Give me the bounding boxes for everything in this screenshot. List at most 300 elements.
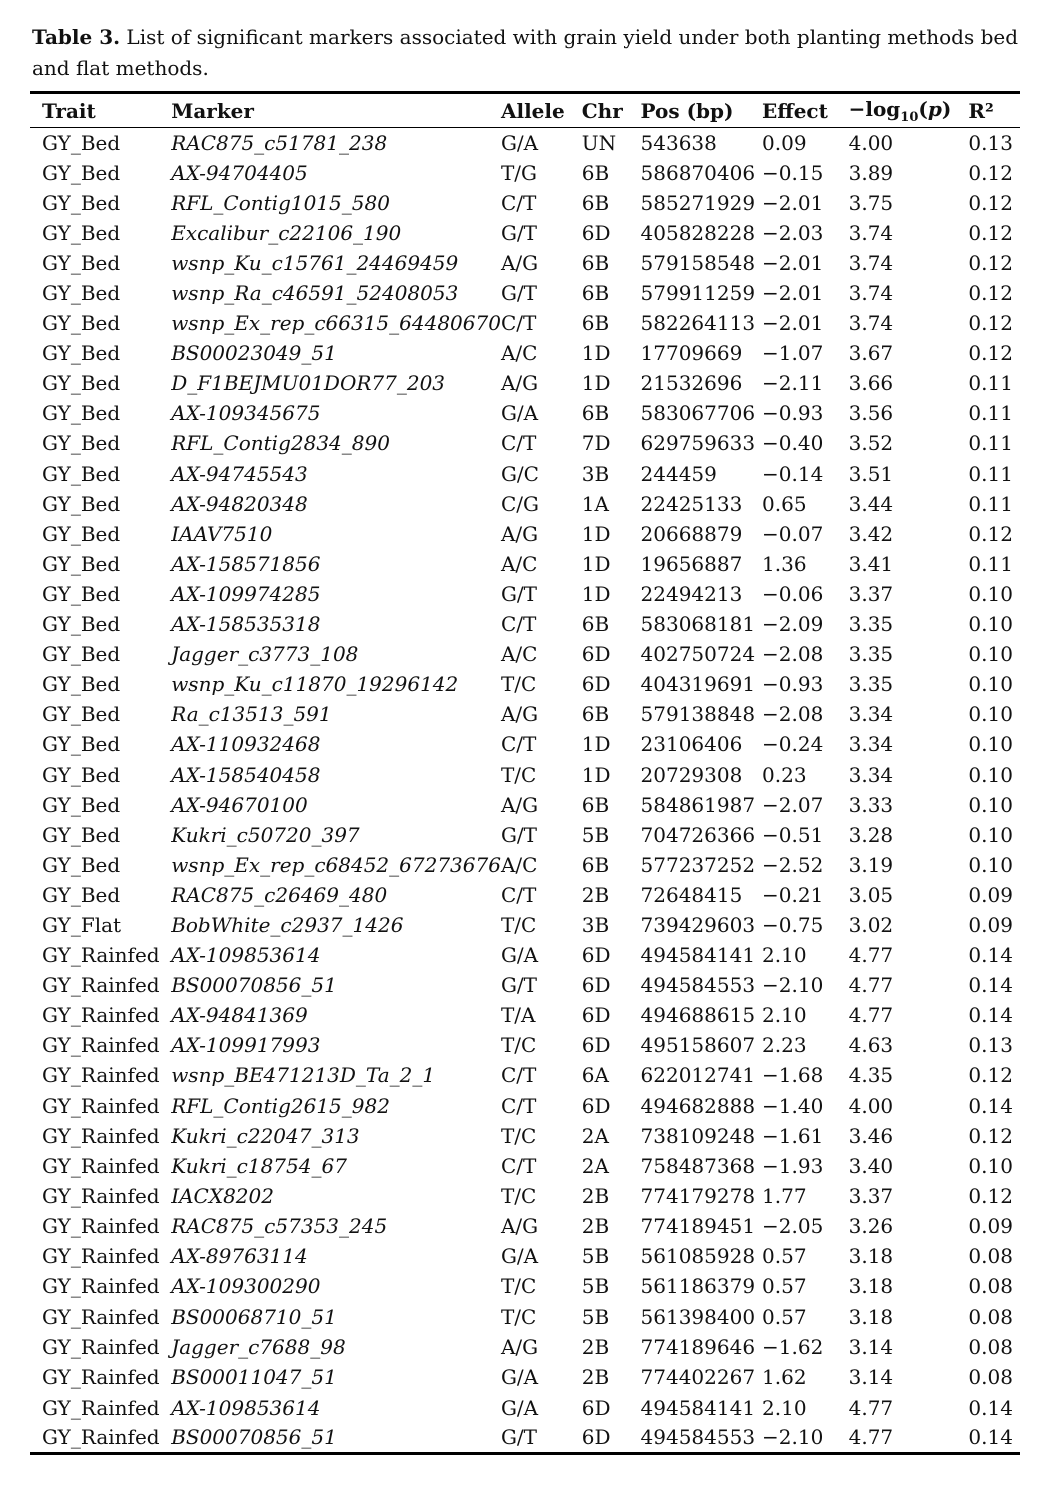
table-row	[30, 278, 1020, 308]
cell-allele: A/G	[500, 521, 539, 546]
cell-trait: GY_Bed	[42, 702, 121, 727]
cell-pos: 583068181	[640, 612, 756, 637]
header-effect: Effect	[762, 98, 828, 123]
cell-pos: 774189451	[640, 1213, 756, 1238]
cell-log-p: 3.66	[848, 371, 894, 396]
cell-chr: 1D	[581, 341, 611, 366]
table-row	[30, 188, 1020, 218]
cell-trait: GY_Rainfed	[42, 1395, 160, 1420]
cell-allele: A/G	[500, 1213, 539, 1238]
header-row	[30, 93, 1020, 128]
cell-chr: 6B	[581, 281, 610, 306]
cell-chr: 2A	[581, 1123, 609, 1148]
table-row	[30, 428, 1020, 458]
cell-marker: AX-109974285	[171, 581, 321, 606]
cell-r2: 0.12	[968, 281, 1013, 306]
cell-allele: C/T	[500, 1153, 537, 1178]
cell-allele: G/A	[500, 1244, 539, 1269]
cell-allele: G/T	[500, 822, 538, 847]
header-chr: Chr	[581, 98, 623, 123]
cell-marker: wsnp_Ku_c11870_19296142	[171, 672, 459, 697]
cell-log-p: 4.77	[848, 973, 894, 998]
cell-pos: 494584553	[640, 973, 756, 998]
cell-pos: 758487368	[640, 1153, 756, 1178]
cell-trait: GY_Rainfed	[42, 973, 160, 998]
cell-marker: Kukri_c22047_313	[171, 1123, 360, 1148]
cell-trait: GY_Rainfed	[42, 1335, 160, 1360]
cell-effect: 2.10	[762, 943, 807, 968]
cell-marker: AX-94820348	[171, 491, 308, 516]
cell-allele: C/T	[500, 1093, 537, 1118]
cell-pos: 585271929	[640, 190, 756, 215]
cell-log-p: 3.18	[848, 1274, 894, 1299]
table-row	[30, 1362, 1020, 1392]
cell-pos: 583067706	[640, 401, 756, 426]
cell-marker: AX-158571856	[171, 551, 321, 576]
cell-r2: 0.08	[968, 1244, 1013, 1269]
table-row	[30, 1181, 1020, 1211]
cell-log-p: 3.26	[848, 1213, 894, 1238]
cell-allele: T/C	[500, 1033, 537, 1058]
cell-marker: AX-109300290	[171, 1274, 321, 1299]
cell-log-p: 3.18	[848, 1304, 894, 1329]
cell-chr: 6D	[581, 672, 611, 697]
cell-log-p: 3.35	[848, 672, 894, 697]
cell-effect: −1.40	[762, 1093, 824, 1118]
cell-r2: 0.14	[968, 1395, 1013, 1420]
cell-r2: 0.12	[968, 160, 1013, 185]
cell-chr: 6D	[581, 220, 611, 245]
cell-allele: G/A	[500, 1365, 539, 1390]
cell-chr: 6B	[581, 401, 610, 426]
cell-r2: 0.10	[968, 672, 1013, 697]
cell-chr: 1D	[581, 762, 611, 787]
cell-effect: 2.23	[762, 1033, 807, 1058]
table-row	[30, 1211, 1020, 1241]
cell-allele: C/T	[500, 190, 537, 215]
cell-effect: −1.68	[762, 1063, 824, 1088]
cell-allele: G/T	[500, 1425, 538, 1450]
cell-chr: 6D	[581, 1425, 611, 1450]
cell-marker: wsnp_Ku_c15761_24469459	[171, 250, 459, 275]
cell-marker: wsnp_Ex_rep_c66315_64480670	[171, 311, 501, 336]
cell-pos: 20668879	[640, 521, 743, 546]
header-log-p-symbol: p	[927, 96, 942, 121]
cell-log-p: 3.51	[848, 461, 894, 486]
table-caption	[32, 22, 1032, 84]
table-header	[30, 93, 1020, 128]
table-row	[30, 759, 1020, 789]
cell-pos: 543638	[640, 130, 717, 155]
cell-allele: T/G	[500, 160, 538, 185]
table-row	[30, 1393, 1020, 1423]
cell-effect: −2.07	[762, 792, 824, 817]
cell-r2: 0.08	[968, 1335, 1013, 1360]
cell-r2: 0.12	[968, 250, 1013, 275]
cell-effect: −0.21	[762, 882, 824, 907]
cell-r2: 0.11	[968, 431, 1013, 456]
cell-allele: A/C	[500, 551, 538, 576]
cell-effect: −2.08	[762, 642, 824, 667]
cell-chr: 6D	[581, 973, 611, 998]
cell-pos: 738109248	[640, 1123, 756, 1148]
cell-effect: −0.93	[762, 672, 824, 697]
cell-r2: 0.14	[968, 1003, 1013, 1028]
cell-chr: 5B	[581, 1274, 610, 1299]
cell-effect: −2.08	[762, 702, 824, 727]
cell-r2: 0.10	[968, 792, 1013, 817]
table-body	[30, 128, 1020, 1454]
cell-log-p: 3.35	[848, 612, 894, 637]
table-row	[30, 880, 1020, 910]
cell-chr: 6A	[581, 1063, 609, 1088]
cell-trait: GY_Bed	[42, 281, 121, 306]
cell-trait: GY_Bed	[42, 160, 121, 185]
cell-marker: wsnp_Ex_rep_c68452_67273676	[171, 852, 501, 877]
cell-pos: 20729308	[640, 762, 743, 787]
cell-log-p: 3.14	[848, 1335, 894, 1360]
cell-chr: 1D	[581, 521, 611, 546]
cell-effect: −2.09	[762, 612, 824, 637]
cell-log-p: 4.00	[848, 1093, 894, 1118]
cell-r2: 0.10	[968, 762, 1013, 787]
cell-pos: 22425133	[640, 491, 743, 516]
cell-effect: −0.75	[762, 912, 824, 937]
cell-pos: 244459	[640, 461, 717, 486]
cell-allele: A/G	[500, 250, 539, 275]
cell-pos: 494688615	[640, 1003, 756, 1028]
cell-trait: GY_Rainfed	[42, 1213, 160, 1238]
cell-log-p: 3.37	[848, 581, 894, 606]
header-log-p	[849, 93, 969, 128]
cell-allele: C/T	[500, 612, 537, 637]
cell-allele: A/C	[500, 852, 538, 877]
header-trait: Trait	[42, 98, 96, 123]
cell-chr: 6B	[581, 702, 610, 727]
cell-marker: Jagger_c3773_108	[171, 642, 359, 667]
cell-pos: 19656887	[640, 551, 743, 576]
cell-marker: AX-110932468	[171, 732, 321, 757]
cell-log-p: 4.77	[848, 1003, 894, 1028]
cell-log-p: 3.34	[848, 762, 894, 787]
cell-trait: GY_Bed	[42, 581, 121, 606]
cell-chr: 1D	[581, 732, 611, 757]
cell-trait: GY_Rainfed	[42, 1003, 160, 1028]
cell-pos: 774402267	[640, 1365, 756, 1390]
cell-chr: 6B	[581, 852, 610, 877]
cell-pos: 23106406	[640, 732, 743, 757]
cell-effect: −2.01	[762, 190, 824, 215]
cell-effect: −0.40	[762, 431, 824, 456]
cell-trait: GY_Bed	[42, 220, 121, 245]
cell-log-p: 3.02	[848, 912, 894, 937]
cell-effect: −2.10	[762, 973, 824, 998]
table-row	[30, 1030, 1020, 1060]
cell-log-p: 3.74	[848, 311, 894, 336]
cell-trait: GY_Bed	[42, 672, 121, 697]
cell-pos: 494682888	[640, 1093, 756, 1118]
cell-trait: GY_Rainfed	[42, 1304, 160, 1329]
table-row	[30, 820, 1020, 850]
cell-allele: A/G	[500, 371, 539, 396]
cell-r2: 0.11	[968, 491, 1013, 516]
table-row	[30, 1060, 1020, 1090]
header-log-prefix: −log	[848, 96, 901, 121]
cell-trait: GY_Bed	[42, 190, 121, 215]
header-marker: Marker	[171, 98, 254, 123]
table-row	[30, 308, 1020, 338]
cell-log-p: 3.05	[848, 882, 894, 907]
cell-chr: 6D	[581, 642, 611, 667]
cell-effect: 0.57	[762, 1244, 807, 1269]
cell-pos: 72648415	[640, 882, 743, 907]
cell-trait: GY_Bed	[42, 311, 121, 336]
cell-chr: 1D	[581, 581, 611, 606]
cell-r2: 0.12	[968, 220, 1013, 245]
cell-r2: 0.10	[968, 581, 1013, 606]
cell-r2: 0.12	[968, 311, 1013, 336]
cell-marker: RAC875_c57353_245	[171, 1213, 388, 1238]
cell-trait: GY_Bed	[42, 341, 121, 366]
cell-log-p: 3.74	[848, 250, 894, 275]
cell-effect: −2.03	[762, 220, 824, 245]
cell-trait: GY_Rainfed	[42, 1274, 160, 1299]
cell-allele: A/G	[500, 702, 539, 727]
cell-trait: GY_Bed	[42, 250, 121, 275]
cell-r2: 0.12	[968, 1183, 1013, 1208]
cell-log-p: 3.74	[848, 281, 894, 306]
cell-allele: G/T	[500, 973, 538, 998]
cell-trait: GY_Bed	[42, 371, 121, 396]
table-row	[30, 128, 1020, 158]
cell-effect: 0.09	[762, 130, 807, 155]
cell-log-p: 3.18	[848, 1244, 894, 1269]
cell-marker: Kukri_c18754_67	[171, 1153, 347, 1178]
cell-chr: 6B	[581, 311, 610, 336]
cell-effect: 0.65	[762, 491, 807, 516]
cell-r2: 0.08	[968, 1304, 1013, 1329]
table-row	[30, 1091, 1020, 1121]
cell-trait: GY_Rainfed	[42, 1033, 160, 1058]
header-log-sub: 10	[900, 109, 919, 125]
cell-allele: C/T	[500, 431, 537, 456]
cell-trait: GY_Rainfed	[42, 1123, 160, 1148]
cell-effect: −1.61	[762, 1123, 824, 1148]
cell-chr: 5B	[581, 1304, 610, 1329]
cell-chr: 6D	[581, 1395, 611, 1420]
cell-log-p: 3.67	[848, 341, 894, 366]
cell-allele: T/C	[500, 1183, 537, 1208]
cell-chr: 3B	[581, 461, 610, 486]
cell-allele: A/C	[500, 341, 538, 366]
cell-trait: GY_Bed	[42, 521, 121, 546]
cell-r2: 0.09	[968, 1213, 1013, 1238]
cell-marker: AX-158535318	[171, 612, 321, 637]
cell-marker: IACX8202	[171, 1183, 274, 1208]
cell-r2: 0.11	[968, 401, 1013, 426]
cell-effect: 0.57	[762, 1304, 807, 1329]
cell-trait: GY_Bed	[42, 852, 121, 877]
cell-allele: G/A	[500, 943, 539, 968]
cell-pos: 495158607	[640, 1033, 756, 1058]
cell-trait: GY_Rainfed	[42, 1425, 160, 1450]
cell-r2: 0.10	[968, 852, 1013, 877]
cell-r2: 0.09	[968, 912, 1013, 937]
cell-allele: G/A	[500, 1395, 539, 1420]
markers-table	[30, 91, 1020, 1455]
header-log-paren-close: )	[941, 96, 952, 121]
cell-chr: UN	[581, 130, 617, 155]
cell-pos: 579158548	[640, 250, 756, 275]
cell-allele: C/T	[500, 311, 537, 336]
cell-chr: 1D	[581, 371, 611, 396]
cell-log-p: 3.28	[848, 822, 894, 847]
cell-trait: GY_Bed	[42, 461, 121, 486]
cell-effect: −0.24	[762, 732, 824, 757]
cell-log-p: 3.89	[848, 160, 894, 185]
cell-chr: 2B	[581, 882, 610, 907]
cell-allele: G/T	[500, 281, 538, 306]
cell-trait: GY_Rainfed	[42, 1093, 160, 1118]
cell-trait: GY_Rainfed	[42, 1244, 160, 1269]
cell-pos: 22494213	[640, 581, 743, 606]
cell-allele: G/A	[500, 130, 539, 155]
cell-pos: 494584553	[640, 1425, 756, 1450]
cell-allele: A/G	[500, 792, 539, 817]
cell-pos: 561085928	[640, 1244, 756, 1269]
cell-chr: 3B	[581, 912, 610, 937]
cell-r2: 0.14	[968, 1425, 1013, 1450]
cell-effect: −2.01	[762, 250, 824, 275]
cell-chr: 5B	[581, 1244, 610, 1269]
cell-effect: 0.23	[762, 762, 807, 787]
cell-trait: GY_Bed	[42, 612, 121, 637]
cell-pos: 586870406	[640, 160, 756, 185]
table-row	[30, 489, 1020, 519]
cell-effect: −2.01	[762, 281, 824, 306]
cell-log-p: 3.35	[848, 642, 894, 667]
cell-marker: wsnp_Ra_c46591_52408053	[171, 281, 459, 306]
table-row	[30, 1241, 1020, 1271]
cell-log-p: 4.77	[848, 1395, 894, 1420]
cell-marker: AX-109853614	[171, 1395, 321, 1420]
cell-log-p: 3.41	[848, 551, 894, 576]
cell-marker: AX-158540458	[171, 762, 321, 787]
cell-chr: 2A	[581, 1153, 609, 1178]
table-row	[30, 338, 1020, 368]
cell-pos: 739429603	[640, 912, 756, 937]
cell-pos: 584861987	[640, 792, 756, 817]
cell-chr: 2B	[581, 1213, 610, 1238]
cell-trait: GY_Rainfed	[42, 1183, 160, 1208]
cell-effect: −2.11	[762, 371, 824, 396]
table-row	[30, 940, 1020, 970]
cell-marker: Excalibur_c22106_190	[171, 220, 402, 245]
cell-pos: 494584141	[640, 943, 756, 968]
cell-r2: 0.14	[968, 1093, 1013, 1118]
table-row	[30, 910, 1020, 940]
cell-trait: GY_Rainfed	[42, 943, 160, 968]
cell-trait: GY_Bed	[42, 732, 121, 757]
table-row	[30, 970, 1020, 1000]
cell-pos: 774179278	[640, 1183, 756, 1208]
cell-allele: A/C	[500, 642, 538, 667]
cell-effect: −2.10	[762, 1425, 824, 1450]
cell-r2: 0.10	[968, 642, 1013, 667]
cell-log-p: 3.42	[848, 521, 894, 546]
cell-effect: −0.14	[762, 461, 824, 486]
cell-trait: GY_Rainfed	[42, 1153, 160, 1178]
cell-trait: GY_Rainfed	[42, 1365, 160, 1390]
cell-trait: GY_Bed	[42, 401, 121, 426]
table-row	[30, 850, 1020, 880]
cell-log-p: 4.77	[848, 943, 894, 968]
cell-r2: 0.12	[968, 341, 1013, 366]
cell-effect: 2.10	[762, 1395, 807, 1420]
cell-marker: IAAV7510	[171, 521, 273, 546]
cell-log-p: 3.34	[848, 702, 894, 727]
cell-r2: 0.11	[968, 461, 1013, 486]
cell-trait: GY_Bed	[42, 130, 121, 155]
cell-marker: AX-109853614	[171, 943, 321, 968]
cell-allele: T/C	[500, 1274, 537, 1299]
cell-log-p: 3.19	[848, 852, 894, 877]
cell-log-p: 3.46	[848, 1123, 894, 1148]
cell-effect: −2.01	[762, 311, 824, 336]
cell-r2: 0.10	[968, 1153, 1013, 1178]
cell-marker: BS00011047_51	[171, 1365, 337, 1390]
cell-trait: GY_Bed	[42, 822, 121, 847]
cell-chr: 6B	[581, 792, 610, 817]
cell-allele: C/G	[500, 491, 539, 516]
cell-r2: 0.12	[968, 1063, 1013, 1088]
cell-chr: 6B	[581, 190, 610, 215]
cell-pos: 774189646	[640, 1335, 756, 1360]
cell-effect: −0.93	[762, 401, 824, 426]
table-row	[30, 790, 1020, 820]
cell-log-p: 3.40	[848, 1153, 894, 1178]
cell-allele: G/C	[500, 461, 539, 486]
cell-pos: 579138848	[640, 702, 756, 727]
cell-r2: 0.08	[968, 1365, 1013, 1390]
table-row	[30, 398, 1020, 428]
cell-marker: BS00070856_51	[171, 1425, 337, 1450]
cell-r2: 0.14	[968, 973, 1013, 998]
cell-effect: −1.62	[762, 1335, 824, 1360]
cell-r2: 0.12	[968, 1123, 1013, 1148]
cell-allele: C/T	[500, 882, 537, 907]
cell-effect: 2.10	[762, 1003, 807, 1028]
cell-pos: 561398400	[640, 1304, 756, 1329]
cell-log-p: 3.37	[848, 1183, 894, 1208]
cell-marker: Jagger_c7688_98	[171, 1335, 346, 1360]
cell-effect: −0.51	[762, 822, 824, 847]
cell-log-p: 4.35	[848, 1063, 894, 1088]
cell-chr: 6D	[581, 943, 611, 968]
cell-chr: 6D	[581, 1033, 611, 1058]
cell-effect: 0.57	[762, 1274, 807, 1299]
table-row	[30, 519, 1020, 549]
cell-marker: RAC875_c51781_238	[171, 130, 388, 155]
cell-allele: T/C	[500, 762, 537, 787]
cell-pos: 494584141	[640, 1395, 756, 1420]
cell-marker: BS00070856_51	[171, 973, 337, 998]
cell-effect: −0.15	[762, 160, 824, 185]
cell-allele: G/T	[500, 220, 538, 245]
cell-chr: 6B	[581, 250, 610, 275]
header-log-paren-open: (	[918, 96, 928, 121]
table-row	[30, 1301, 1020, 1331]
